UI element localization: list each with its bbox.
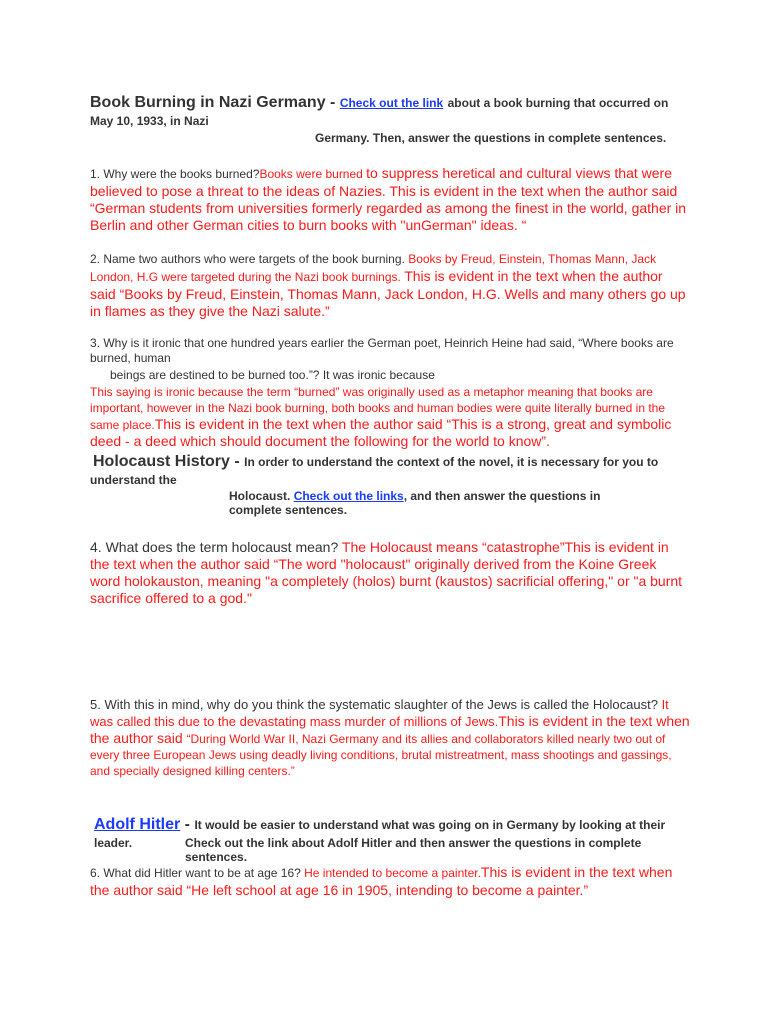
section-intro: It would be easier to understand what was going on in Germany by looking at their leader.: [94, 818, 666, 850]
section-intro: In order to understand the context of the novel, it is necessary for you to understand the: [90, 455, 659, 487]
title-separator: -: [325, 94, 340, 111]
question-3-answer: [90, 384, 690, 450]
holocaust-links[interactable]: Check out the links: [293, 489, 404, 503]
question-2: [90, 250, 690, 320]
question-5: [90, 697, 690, 779]
question-text: 2. Name two authors who were targets of the book burning.: [90, 252, 409, 266]
book-burning-link[interactable]: Check out the link: [339, 96, 444, 110]
answer-evidence: This is evident in the text when the author said “This is a strong, great and symbolic deed - a deed which should document the following for the world to know”.: [90, 416, 672, 449]
answer-text: The Holocaust means “catastrophe”This is evident in the text when the author said “The word "holocaust" originally derived from the Koine Greek word holokauston, meaning "a completely (holos) burnt (kaustos) sacrificial offering," or "a burnt sacrifice offered to a god.": [90, 539, 683, 606]
question-3: 3. Why is it ironic that one hundred years earlier the German poet, Heinrich Heine had said, “Where books are burned, human: [90, 336, 674, 365]
question-text: 5. With this in mind, why do you think the systematic slaughter of the Jews is called the Holocaust?: [90, 697, 662, 712]
answer-evidence: This is evident in the text when the author said: [90, 713, 690, 746]
question-1: [90, 165, 690, 234]
section-intro: about a book burning that occurred on May 10, 1933, in Nazi: [90, 96, 669, 128]
intro-text-end: , and then answer the questions in complete sentences.: [229, 489, 601, 517]
section-title: Book Burning in Nazi Germany: [90, 94, 326, 111]
title-separator: -: [229, 453, 245, 470]
answer-text: It was called this due to the devastating mass murder of millions of Jews.: [90, 697, 669, 729]
answer-text: This saying is ironic because the term “burned” was originally used as a metaphor meaning that books are important, however in the Nazi book burning, both books and human bodies were quite literally burned in the same place.: [90, 385, 666, 432]
question-6: [90, 864, 690, 899]
section-title: Holocaust History: [93, 453, 230, 470]
answer-evidence: to suppress heretical and cultural views that were believed to pose a threat to the ideas of Nazies. This is evident in the text when the author said “German students from universities formerly regarded as among the finest in the world, gather in Berlin and other German cities to burn books with "unGerman" ideas. “: [90, 165, 687, 233]
adolf-hitler-link[interactable]: Adolf Hitler: [94, 816, 181, 833]
question-text: 4. What does the term holocaust mean?: [90, 539, 342, 555]
answer-text: He intended to become a painter.: [304, 866, 481, 880]
section-intro-continued: [229, 489, 649, 517]
answer-evidence: This is evident in the text when the author said “Books by Freud, Einstein, Thomas Mann, Jack London, H.G. Wells and many others go up in flames as they give the Nazi salute.”: [90, 268, 686, 319]
question-text: 6. What did Hitler want to be at age 16?: [90, 866, 305, 880]
question-text: 1. Why were the books burned?: [90, 167, 260, 181]
section-intro-continued: Check out the link about Adolf Hitler and then answer the questions in complete sentences.: [185, 836, 642, 864]
answer-text: Books were burned: [259, 167, 367, 181]
question-4: [90, 539, 690, 607]
question-3-continued: beings are destined to be burned too.”? It was ironic because: [110, 368, 435, 382]
section-intro-continued: Germany. Then, answer the questions in complete sentences.: [315, 131, 667, 145]
intro-text: Holocaust.: [229, 489, 294, 503]
answer-text: Books by Freud, Einstein, Thomas Mann, Jack London, H.G were targeted during the Nazi book burnings.: [90, 252, 657, 284]
answer-quote: “During World War II, Nazi Germany and its allies and collaborators killed nearly two out of every three European Jews using deadly living conditions, brutal mistreatment, mass shootings and gassings, and specially designed killing centers.”: [90, 732, 672, 778]
title-separator: -: [180, 816, 195, 833]
section-holocaust-heading: [90, 453, 690, 489]
answer-evidence: This is evident in the text when the author said “He left school at age 16 in 1905, intending to become a painter.”: [90, 864, 673, 898]
section-book-burning-heading: [90, 94, 690, 130]
